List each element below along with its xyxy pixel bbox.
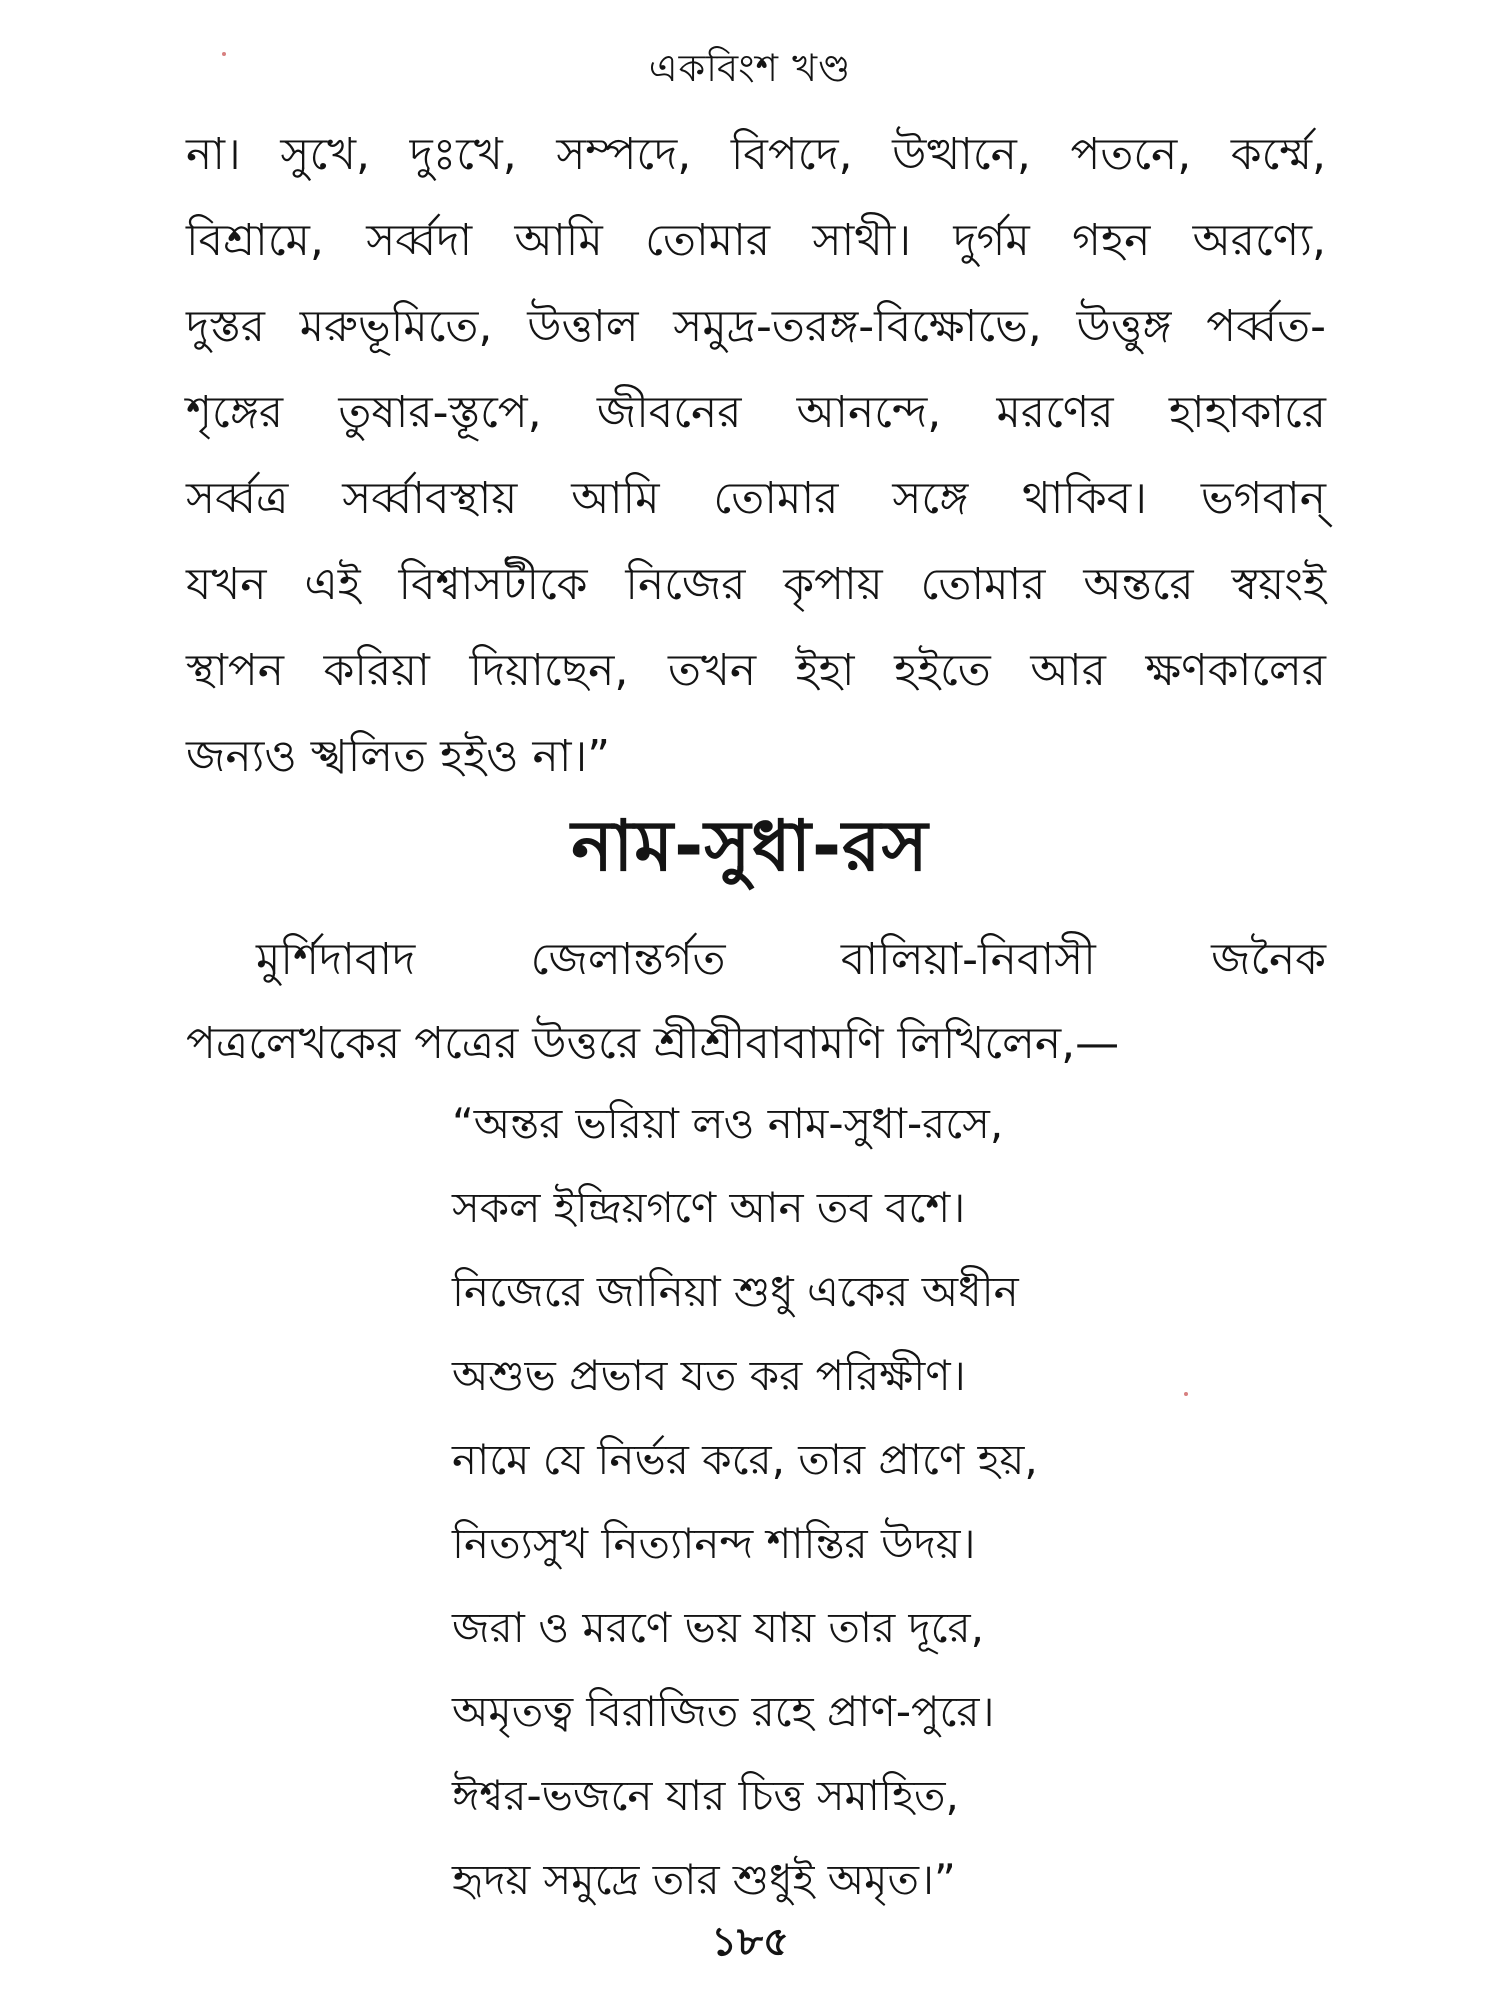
poem-line: অমৃতত্ব বিরাজিত রহে প্রাণ-পুরে।: [452, 1687, 995, 1736]
prose-paragraph: [186, 112, 1326, 800]
poem-line: সকল ইন্দ্রিয়গণে আন তব বশে।: [452, 1183, 966, 1232]
section-title: নাম-সুধা-রস: [571, 805, 929, 887]
prose-line: শৃঙ্গের তুষার-স্তূপে, জীবনের আনন্দে, মরণের হাহাকারে: [186, 387, 1326, 438]
prose-line: স্থাপন করিয়া দিয়াছেন, তখন ইহা হইতে আর ক্ষণকালের: [186, 645, 1326, 696]
running-head: একবিংশ খণ্ড: [648, 46, 852, 90]
prose-line: দুস্তর মরুভূমিতে, উত্তাল সমুদ্র-তরঙ্গ-বিক্ষোভে, উত্তুঙ্গ পর্ব্বত-: [186, 301, 1326, 352]
poem-line: হৃদয় সমুদ্রে তার শুধুই অমৃত।”: [452, 1855, 956, 1904]
poem-line: “অন্তর ভরিয়া লও নাম-সুধা-রসে,: [452, 1099, 1004, 1148]
paper-speck: [222, 52, 226, 56]
prose-line: যখন এই বিশ্বাসটীকে নিজের কৃপায় তোমার অন্তরে স্বয়ংই: [186, 559, 1326, 610]
poem-line: নিজেরে জানিয়া শুধু একের অধীন: [452, 1267, 1019, 1316]
intro-line: মুর্শিদাবাদ জেলান্তর্গত বালিয়া-নিবাসী জনৈক: [256, 934, 1326, 985]
prose-line: না। সুখে, দুঃখে, সম্পদে, বিপদে, উত্থানে, পতনে, কর্ম্মে,: [186, 129, 1326, 180]
poem-line: ঈশ্বর-ভজনে যার চিত্ত সমাহিত,: [452, 1771, 959, 1820]
poem-line: নামে যে নির্ভর করে, তার প্রাণে হয়,: [452, 1435, 1038, 1484]
prose-line: জন্যও স্খলিত হইও না।”: [186, 731, 611, 782]
poem-line: নিত্যসুখ নিত্যানন্দ শান্তির উদয়।: [452, 1519, 976, 1568]
intro-line: পত্রলেখকের পত্রের উত্তরে শ্রীশ্রীবাবামণি লিখিলেন,—: [186, 1018, 1120, 1069]
poem-line: জরা ও মরণে ভয় যায় তার দূরে,: [452, 1603, 984, 1652]
intro-paragraph: [186, 918, 1326, 1086]
prose-line: বিশ্রামে, সর্ব্বদা আমি তোমার সাথী। দুর্গম গহন অরণ্যে,: [186, 215, 1326, 266]
poem-line: অশুভ প্রভাব যত কর পরিক্ষীণ।: [452, 1351, 966, 1400]
prose-line: সর্ব্বত্র সর্ব্বাবস্থায় আমি তোমার সঙ্গে থাকিব। ভগবান্: [186, 473, 1326, 524]
poem-block: [452, 1082, 1232, 1922]
page-number: ১৮৫: [711, 1919, 789, 1965]
paper-speck: [1184, 1392, 1188, 1396]
